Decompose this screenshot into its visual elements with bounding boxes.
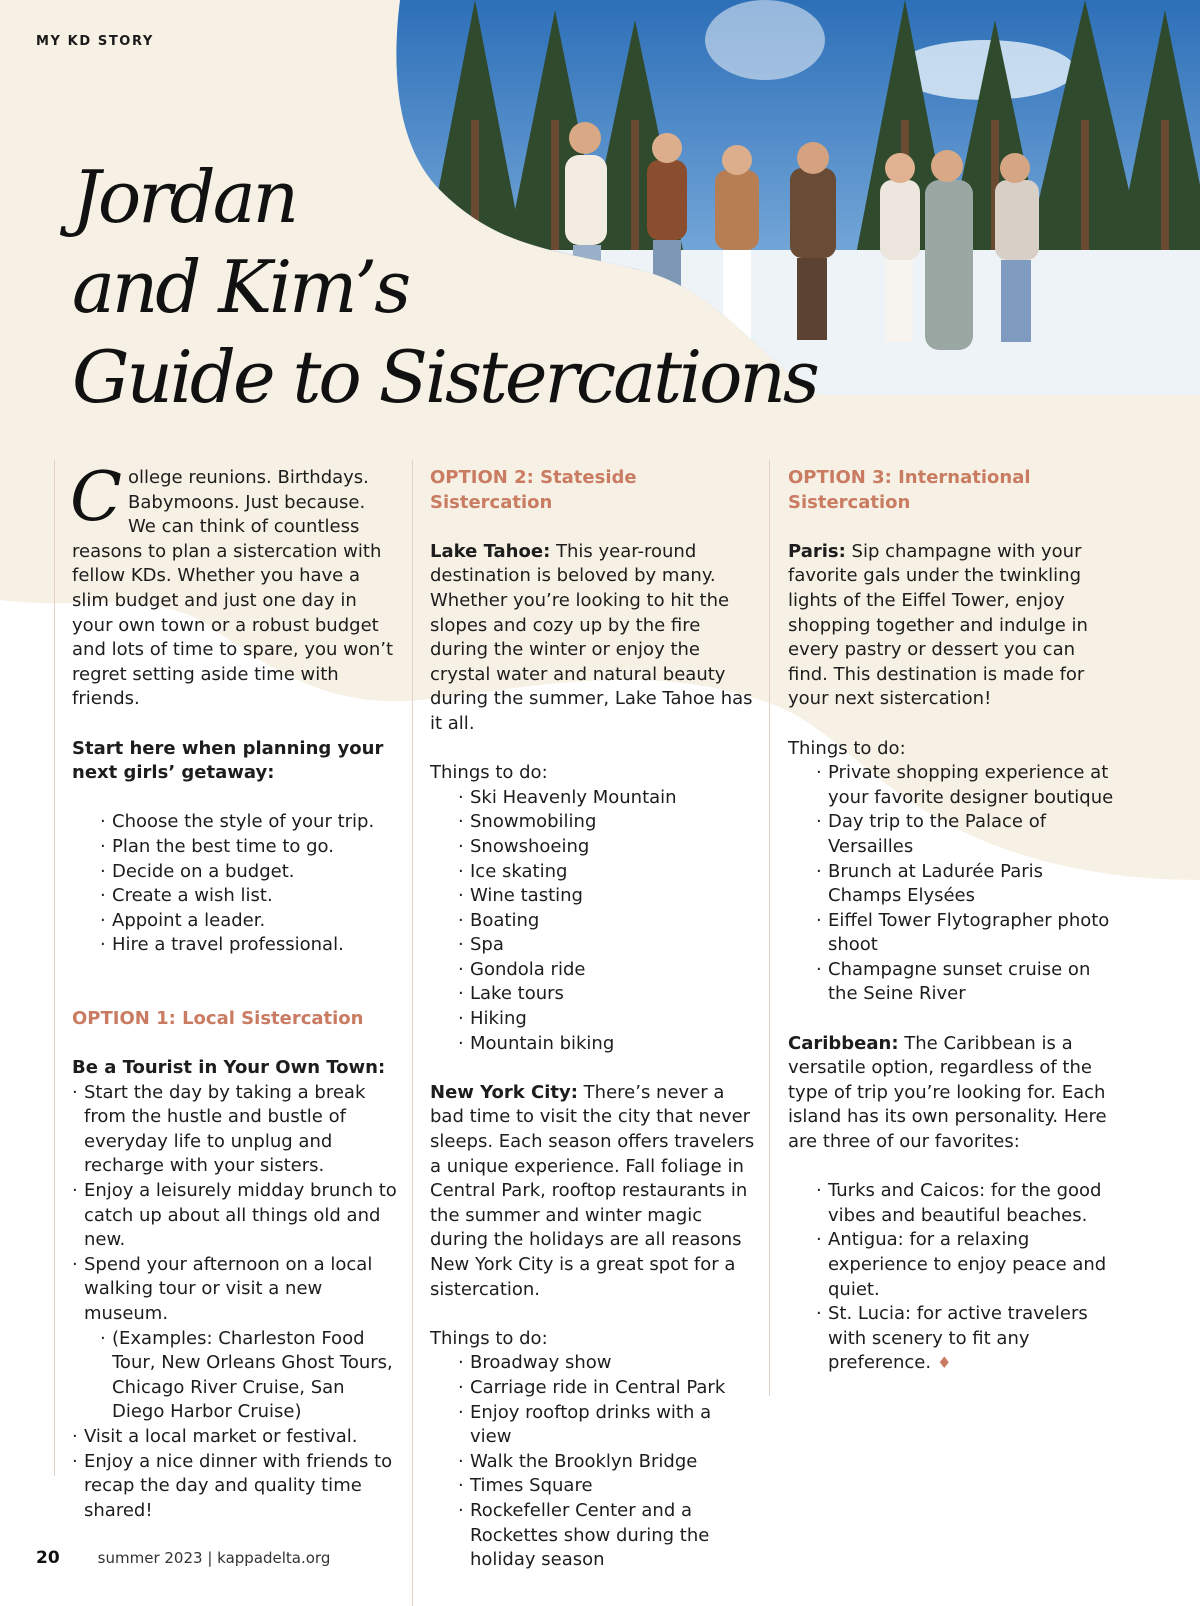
list-item: · (Examples: Charleston Food Tour, New Orleans Ghost Tours, Chicago River Cruise, San Diego Harbor Cruise)	[100, 1327, 397, 1425]
list-item: · Enjoy rooftop drinks with a view	[458, 1401, 755, 1450]
list-item: · Appoint a leader.	[100, 909, 397, 934]
start-here-text: Start here when planning your next girls’ getaway:	[72, 737, 384, 784]
option-3-heading: OPTION 3: International Sistercation	[788, 467, 1031, 513]
list-item: · Ice skating	[458, 860, 755, 885]
list-item: · Spa	[458, 933, 755, 958]
list-item: · Snowshoeing	[458, 835, 755, 860]
list-item: · Boating	[458, 909, 755, 934]
intro-paragraph	[70, 458, 397, 712]
list-item: · Enjoy a nice dinner with friends to recap the day and quality time shared!	[72, 1450, 397, 1524]
list-item: · Carriage ride in Central Park	[458, 1376, 755, 1401]
paris-label: Paris:	[788, 540, 846, 562]
column-2	[430, 466, 755, 1573]
tourist-heading-text: Be a Tourist in Your Own Town:	[72, 1057, 386, 1079]
list-item-text: St. Lucia: for active travelers with scenery to fit any preference.	[828, 1303, 1088, 1374]
page-footer	[36, 1548, 330, 1568]
nyc-paragraph	[430, 1081, 755, 1302]
examples-list	[72, 1327, 397, 1425]
paris-things-list	[788, 761, 1118, 1007]
list-item: · Spend your afternoon on a local walking tour or visit a new museum.	[72, 1253, 397, 1327]
caribbean-label: Caribbean:	[788, 1032, 899, 1054]
option-2-heading: OPTION 2: Stateside Sistercation	[430, 467, 637, 513]
nyc-things-label: Things to do:	[430, 1327, 548, 1349]
column-3	[788, 466, 1118, 1376]
column-1	[70, 458, 397, 1523]
nyc-things-list	[430, 1351, 755, 1572]
list-item: · Create a wish list.	[100, 884, 397, 909]
caribbean-text: The Caribbean is a versatile option, regardless of the type of trip you’re looking for. Each island has its own personality. Here are three of our favorites:	[788, 1032, 1107, 1153]
tahoe-things-list	[430, 786, 755, 1057]
tahoe-paragraph	[430, 540, 755, 737]
tahoe-things-label: Things to do:	[430, 762, 548, 784]
section-label: MY KD STORY	[36, 34, 154, 49]
article-title	[72, 152, 817, 422]
nyc-text: There’s never a bad time to visit the city that never sleeps. Each season offers travelers a unique experience. Fall foliage in Central Park, rooftop restaurants in the summer and winter magic during the holidays are all reasons New York City is a great spot for a sistercation.	[430, 1081, 755, 1300]
title-line-1: Jordan	[72, 155, 297, 239]
column-rule-left	[54, 460, 55, 1476]
list-item: · Turks and Caicos: for the good vibes and beautiful beaches.	[816, 1179, 1118, 1228]
tourist-list-continued	[72, 1425, 397, 1523]
list-item: · Times Square	[458, 1474, 755, 1499]
list-item: · Hire a travel professional.	[100, 933, 397, 958]
title-line-2: and Kim’s	[72, 245, 409, 329]
list-item: · Choose the style of your trip.	[100, 810, 397, 835]
intro-text: ollege reunions. Birthdays. Babymoons. Just because. We can think of countless reasons to plan a sistercation with fellow KDs. Whether you have a slim budget and just one day in your own town or a robust budget and lots of time to spare, you won’t regret setting aside time with friends.	[72, 467, 394, 710]
list-item: · Visit a local market or festival.	[72, 1425, 397, 1450]
footer-issue: summer 2023 | kappadelta.org	[97, 1549, 331, 1567]
list-item: · Broadway show	[458, 1351, 755, 1376]
paris-things-label: Things to do:	[788, 737, 906, 759]
list-item: · Eiffel Tower Flytographer photo shoot	[816, 909, 1118, 958]
list-item: · Hiking	[458, 1007, 755, 1032]
paris-paragraph	[788, 540, 1118, 712]
title-line-3: Guide to Sistercations	[72, 335, 817, 419]
list-item: · Lake tours	[458, 982, 755, 1007]
column-rule-right	[769, 460, 770, 1396]
list-item: · Walk the Brooklyn Bridge	[458, 1450, 755, 1475]
list-item: · Private shopping experience at your favorite designer boutique	[816, 761, 1118, 810]
drop-cap: C	[70, 458, 123, 537]
list-item: · Enjoy a leisurely midday brunch to catch up about all things old and new.	[72, 1179, 397, 1253]
caribbean-list	[788, 1179, 1118, 1376]
list-item: · Day trip to the Palace of Versailles	[816, 810, 1118, 859]
list-item: · Gondola ride	[458, 958, 755, 983]
column-rule-middle	[412, 460, 413, 1606]
start-here-heading	[72, 737, 397, 786]
nyc-label: New York City:	[430, 1081, 578, 1103]
planning-steps-list	[72, 810, 397, 958]
list-item: · Rockefeller Center and a Rockettes show during the holiday season	[458, 1499, 755, 1573]
end-mark-icon: ♦	[937, 1353, 952, 1373]
tahoe-text: This year-round destination is beloved by many. Whether you’re looking to hit the slopes and cozy up by the fire during the winter or enjoy the crystal water and natural beauty during the summer, Lake Tahoe has it all.	[430, 540, 753, 734]
list-item: · Champagne sunset cruise on the Seine River	[816, 958, 1118, 1007]
list-item: · Antigua: for a relaxing experience to enjoy peace and quiet.	[816, 1228, 1118, 1302]
tourist-list	[72, 1081, 397, 1327]
list-item: · Brunch at Ladurée Paris Champs Elysées	[816, 860, 1118, 909]
list-item: · Plan the best time to go.	[100, 835, 397, 860]
option-1-heading: OPTION 1: Local Sistercation	[72, 1007, 364, 1029]
list-item: · Mountain biking	[458, 1032, 755, 1057]
list-item: · Ski Heavenly Mountain	[458, 786, 755, 811]
tahoe-label: Lake Tahoe:	[430, 540, 551, 562]
caribbean-paragraph	[788, 1032, 1118, 1155]
page-number: 20	[36, 1548, 60, 1568]
list-item: · Decide on a budget.	[100, 860, 397, 885]
tourist-heading	[72, 1056, 397, 1081]
list-item: · Wine tasting	[458, 884, 755, 909]
paris-text: Sip champagne with your favorite gals under the twinkling lights of the Eiffel Tower, enjoy shopping together and indulge in every pastry or dessert you can find. This destination is made for your next sistercation!	[788, 540, 1088, 710]
list-item: · Start the day by taking a break from the hustle and bustle of everyday life to unplug and recharge with your sisters.	[72, 1081, 397, 1179]
list-item	[816, 1302, 1118, 1376]
list-item: · Snowmobiling	[458, 810, 755, 835]
